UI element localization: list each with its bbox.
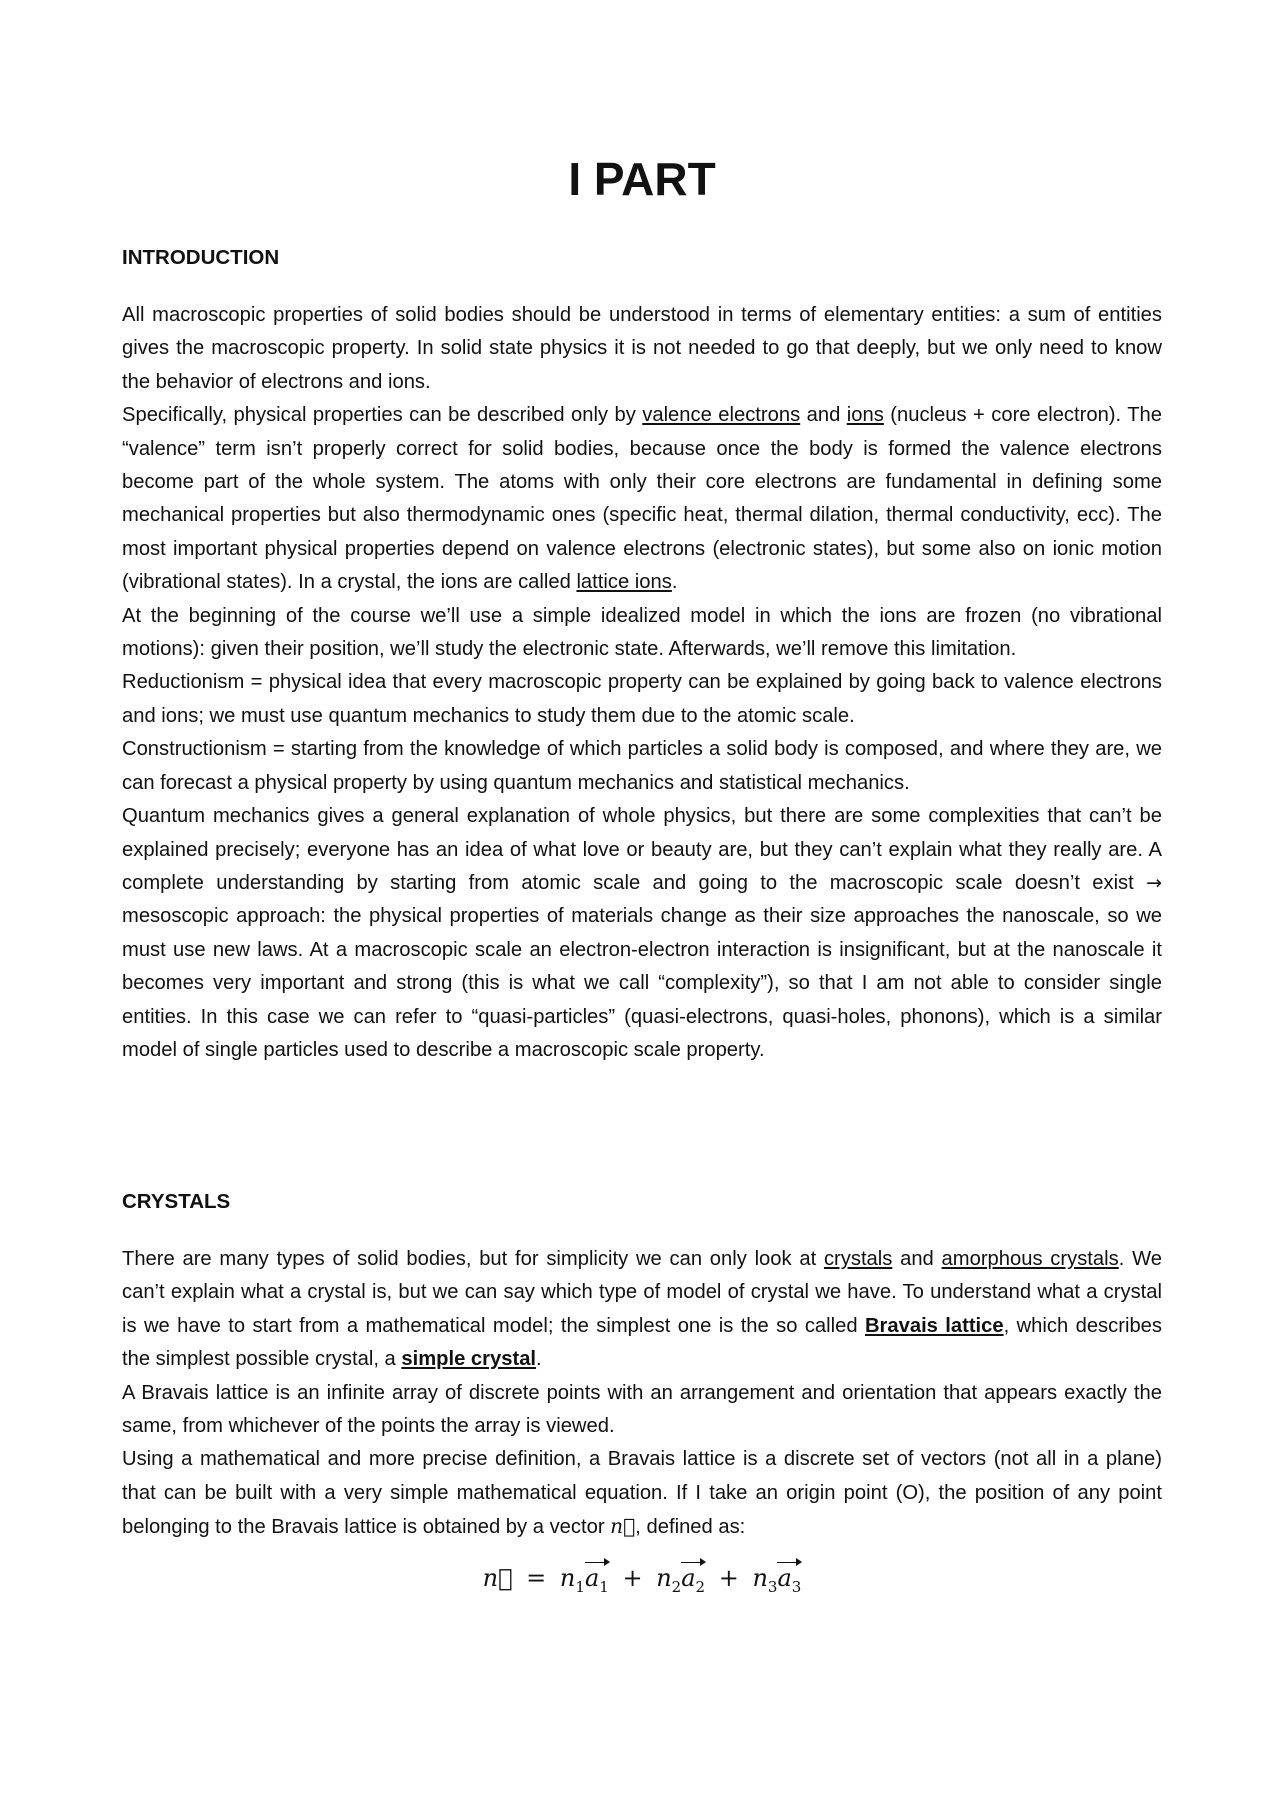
term-lattice-ions: lattice ions bbox=[576, 571, 672, 594]
formula-n1: n bbox=[559, 1564, 576, 1592]
text-run: There are many types of solid bodies, but for simplicity we can only look at bbox=[122, 1248, 824, 1270]
text-run: . We can’t explain what a crystal is, but we can say which type of model of crystal we have. To understand what a crystal is we have to start from a mathematical model; the simplest one is the so called bbox=[122, 1248, 1162, 1337]
formula-a2: a bbox=[681, 1564, 696, 1592]
formula-a3-vector bbox=[777, 1560, 801, 1596]
formula-n3: n bbox=[752, 1564, 768, 1592]
crystals-paragraph-3 bbox=[122, 1443, 1162, 1544]
formula-a2-vector bbox=[681, 1560, 705, 1596]
text-run: , defined as: bbox=[635, 1516, 746, 1539]
term-simple-crystal: simple crystal bbox=[401, 1348, 537, 1371]
formula-n2: n bbox=[656, 1564, 672, 1592]
text-run: . bbox=[671, 571, 678, 594]
introduction-paragraph-5: Constructionism = starting from the knowledge of which particles a solid body is composed, and where they are, we can forecast a physical property by using quantum mechanics and statistical mechanics. bbox=[122, 738, 1162, 794]
crystals-paragraph-1 bbox=[122, 1243, 1162, 1377]
page-title: I PART bbox=[568, 153, 716, 205]
introduction-body bbox=[122, 299, 1162, 1067]
formula-equals: = bbox=[526, 1564, 547, 1592]
text-run: and bbox=[800, 404, 847, 427]
text-run: . bbox=[536, 1348, 542, 1371]
crystals-body bbox=[122, 1243, 1162, 1545]
vector-n-symbol: n⃗ bbox=[610, 1514, 636, 1539]
formula-a2-index: 2 bbox=[695, 1577, 706, 1596]
formula-n2-index: 2 bbox=[671, 1577, 682, 1596]
text-run: Specifically, physical properties can be described only by bbox=[122, 404, 643, 427]
term-ions: ions bbox=[846, 404, 884, 427]
formula-a1: a bbox=[584, 1564, 600, 1592]
right-arrow-icon: → bbox=[1146, 871, 1162, 894]
crystals-paragraph-2: A Bravais lattice is an infinite array of discrete points with an arrangement and orientation that appears exactly the same, from whichever of the points the array is viewed. bbox=[122, 1381, 1162, 1438]
text-run: (nucleus + core electron). The “valence” term isn’t properly correct for solid bodies, because once the body is formed the valence electrons become part of the whole system. The atoms with only their core electrons are fundamental in defining some mechanical properties but also thermodynamic ones (specific heat, thermal dilation, thermal conductivity, ecc). The most important physical properties depend on valence electrons (electronic states), but some also on ionic motion (vibrational states). In a crystal, the ions are called bbox=[122, 404, 1162, 594]
formula-a3-index: 3 bbox=[791, 1577, 802, 1596]
text-run: mesoscopic approach: the physical properties of materials change as their size approaches the nanoscale, so we must use new laws. At a macroscopic scale an electron-electron interaction is insignificant, but at the nanoscale it becomes very important and strong (this is what we call “complexity”), so that I am not able to consider single entities. In this case we can refer to “quasi-particles” (quasi-electrons, quasi-holes, phonons), which is a similar model of single particles used to describe a macroscopic scale property. bbox=[122, 905, 1162, 1061]
term-valence-electrons: valence electrons bbox=[642, 404, 801, 427]
text-run: , which describes the simplest possible crystal, a bbox=[122, 1314, 1162, 1371]
text-run: Using a mathematical and more precise definition, a Bravais lattice is a discrete set of vectors (not all in a plane) that can be built with a very simple mathematical equation. If I take an origin point (O), the position of any point belonging to the Bravais lattice is obtained by a vector bbox=[122, 1448, 1162, 1539]
bravais-vector-formula bbox=[122, 1560, 1162, 1596]
crystals-heading: CRYSTALS bbox=[122, 1190, 231, 1213]
text-run: and bbox=[892, 1248, 942, 1270]
text-run: Quantum mechanics gives a general explanation of whole physics, but there are some complexities that can’t be explained precisely; everyone has an idea of what love or beauty are, but they can’t explain what they really are. A complete understanding by starting from atomic scale and going to the macroscopic scale doesn’t exist bbox=[122, 805, 1162, 894]
formula-plus-1: + bbox=[622, 1564, 643, 1592]
term-amorphous-crystals: amorphous crystals bbox=[941, 1248, 1119, 1270]
term-bravais-lattice: Bravais lattice bbox=[864, 1314, 1004, 1337]
introduction-paragraph-2 bbox=[122, 399, 1162, 599]
introduction-paragraph-3: At the beginning of the course we’ll use a simple idealized model in which the ions are frozen (no vibrational motions): given their position, we’ll study the electronic state. Afterwards, we’ll remove this limitation. bbox=[122, 604, 1162, 661]
formula-a3: a bbox=[777, 1564, 792, 1592]
introduction-paragraph-6 bbox=[122, 800, 1162, 1067]
introduction-paragraph-4: Reductionism = physical idea that every macroscopic property can be explained by going back to valence electrons and ions; we must use quantum mechanics to study them due to the atomic scale. bbox=[122, 671, 1162, 727]
formula-lhs: n⃗ bbox=[482, 1564, 513, 1592]
formula-n3-index: 3 bbox=[767, 1577, 778, 1596]
formula-a1-index: 1 bbox=[599, 1577, 609, 1596]
formula-a1-vector bbox=[585, 1560, 609, 1596]
term-crystals: crystals bbox=[823, 1248, 893, 1270]
introduction-heading: INTRODUCTION bbox=[122, 246, 280, 269]
introduction-paragraph-1: All macroscopic properties of solid bodies should be understood in terms of elementary entities: a sum of entities gives the macroscopic property. In solid state physics it is not needed to go that deeply, but we only need to know the behavior of electrons and ions. bbox=[122, 304, 1162, 393]
formula-n1-index: 1 bbox=[575, 1577, 585, 1596]
formula-plus-2: + bbox=[718, 1564, 739, 1592]
